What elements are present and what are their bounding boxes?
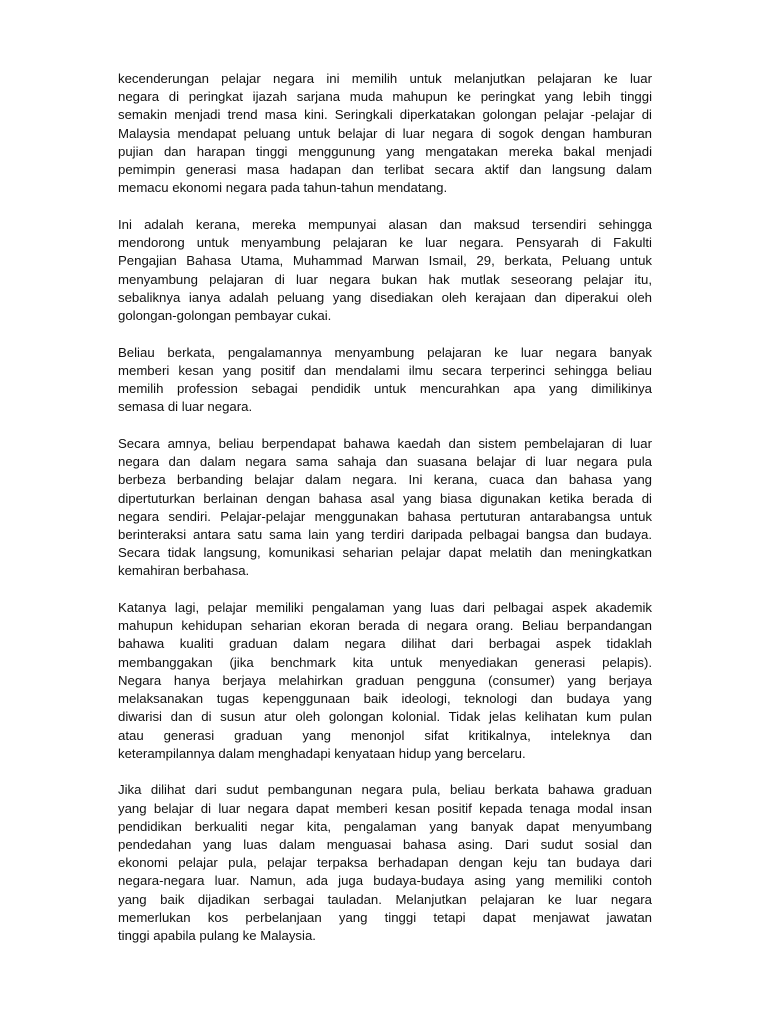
text-line: semasa di luar negara. [118,399,253,415]
text-line: Negara hanya berjaya melahirkan graduan pengguna (consumer) yang berjaya [118,672,652,688]
document-body [118,70,652,964]
text-line: kemahiran berbahasa. [118,563,250,579]
text-line: pendedahan yang luas dalam menguasai bahasa asing. Dari sudut sosial dan [118,837,652,853]
text-line: negara sendiri. Pelajar-pelajar menggunakan bahasa pertuturan antarabangsa untuk [118,508,652,524]
text-line: memberi kesan yang positif dan mendalami ilmu secara terperinci sehingga beliau [118,362,652,378]
text-line: melaksanakan tugas kepenggunaan baik ideologi, teknologi dan budaya yang [118,691,652,707]
text-line: memilih profession sebagai pendidik untuk mencurahkan apa yang dimilikinya [118,381,652,397]
text-line: tinggi apabila pulang ke Malaysia. [118,928,316,944]
text-line: sebaliknya ianya adalah peluang yang disediakan oleh kerajaan dan diperakui oleh [118,289,652,305]
text-line: mendorong untuk menyambung pelajaran ke luar negara. Pensyarah di Fakulti [118,235,652,251]
text-line: negara dan dalam negara sama sahaja dan suasana belajar di luar negara pula [118,454,652,470]
text-line: Jika dilihat dari sudut pembangunan negara pula, beliau berkata bahawa graduan [118,782,652,798]
text-line: berinteraksi antara satu sama lain yang terdiri daripada pelbagai bangsa dan budaya. [118,526,652,542]
text-line: Ini adalah kerana, mereka mempunyai alasan dan maksud tersendiri sehingga [118,216,652,232]
text-line: Secara tidak langsung, komunikasi seharian pelajar dapat melatih dan meningkatkan [118,545,652,561]
paragraph [118,599,652,763]
paragraph [118,70,652,197]
text-line: pujian dan harapan tinggi menggunung yang mengatakan mereka bakal menjadi [118,143,652,159]
text-line: Beliau berkata, pengalamannya menyambung pelajaran ke luar negara banyak [118,344,652,360]
text-line: semakin menjadi trend masa kini. Seringkali diperkatakan golongan pelajar -pelajar di [118,107,652,123]
text-line: menyambung pelajaran di luar negara bukan hak mutlak seseorang pelajar itu, [118,271,652,287]
text-line: Katanya lagi, pelajar memiliki pengalaman yang luas dari pelbagai aspek akademik [118,600,652,616]
text-line: pemimpin generasi masa hadapan dan terlibat secara aktif dan langsung dalam [118,162,652,178]
text-line: golongan-golongan pembayar cukai. [118,307,332,323]
paragraph [118,216,652,325]
text-line: yang belajar di luar negara dapat memberi kesan positif kepada tenaga modal insan [118,800,652,816]
text-line: pendidikan berkualiti negar kita, pengalaman yang banyak dapat menyumbang [118,818,652,834]
text-line: kecenderungan pelajar negara ini memilih untuk melanjutkan pelajaran ke luar [118,71,652,86]
text-line: dipertuturkan berlainan dengan bahasa asal yang biasa digunakan ketika berada di [118,490,652,506]
text-line: atau generasi graduan yang menonjol sifat kritikalnya, inteleknya dan [118,727,652,743]
text-line: bahawa kualiti graduan dalam negara dilihat dari berbagai aspek tidaklah [118,636,652,652]
text-line: berbeza berbanding belajar dalam negara. Ini kerana, cuaca dan bahasa yang [118,472,652,488]
text-line: mahupun kehidupan seharian ekoran berada di negara orang. Beliau berpandangan [118,618,652,634]
text-line: Pengajian Bahasa Utama, Muhammad Marwan Ismail, 29, berkata, Peluang untuk [118,253,652,269]
paragraph [118,781,652,945]
text-line: membanggakan (jika benchmark kita untuk menyediakan generasi pelapis). [118,654,652,670]
text-line: Secara amnya, beliau berpendapat bahawa kaedah dan sistem pembelajaran di luar [118,435,652,451]
text-line: memacu ekonomi negara pada tahun-tahun mendatang. [118,180,448,196]
text-line: negara-negara luar. Namun, ada juga budaya-budaya asing yang memiliki contoh [118,873,652,889]
text-line: negara di peringkat ijazah sarjana muda mahupun ke peringkat yang lebih tinggi [118,89,652,105]
text-line: ekonomi pelajar pula, pelajar terpaksa berhadapan dengan keju tan budaya dari [118,855,652,871]
text-line: Malaysia mendapat peluang untuk belajar di luar negara di sogok dengan hamburan [118,125,652,141]
text-line: keterampilannya dalam menghadapi kenyataan hidup yang bercelaru. [118,745,526,761]
text-line: yang baik dijadikan serbagai tauladan. Melanjutkan pelajaran ke luar negara [118,891,652,907]
paragraph [118,344,652,417]
text-line: memerlukan kos perbelanjaan yang tinggi tetapi dapat menjawat jawatan [118,909,652,925]
text-line: diwarisi dan di susun atur oleh golongan kolonial. Tidak jelas kelihatan kum pulan [118,709,652,725]
paragraph [118,435,652,581]
